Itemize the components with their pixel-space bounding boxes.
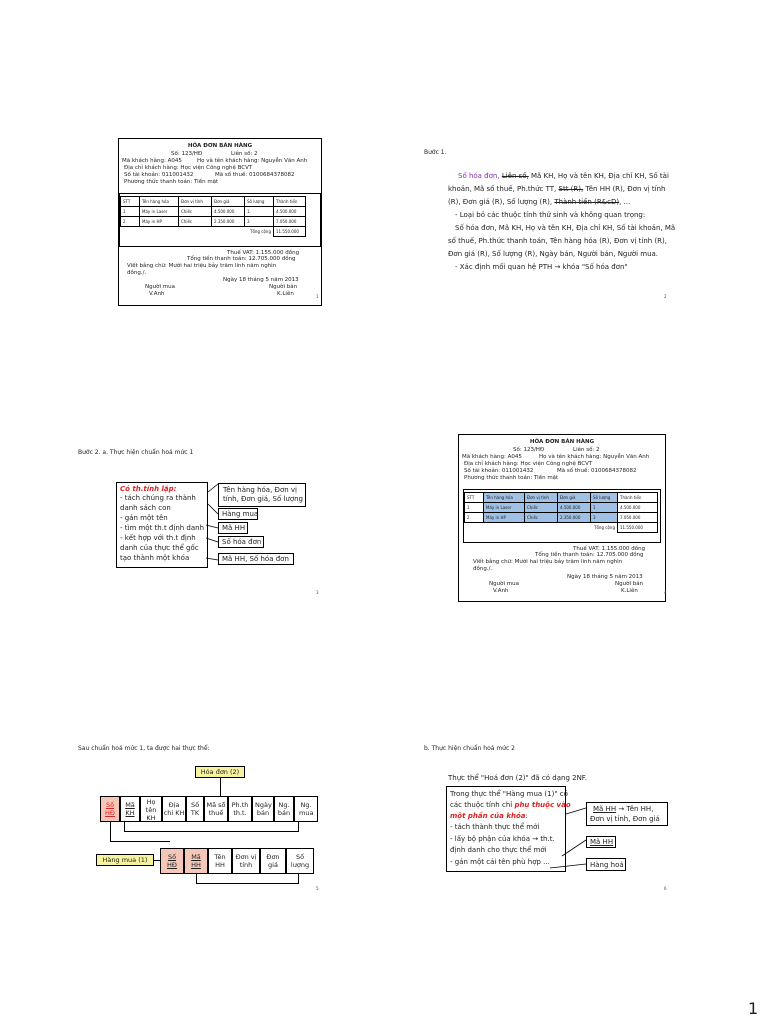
total-label: Tổng cộng xyxy=(465,523,618,533)
cell: 1 xyxy=(245,207,274,217)
invoice-seller-name: K.Liên xyxy=(621,588,638,594)
invoice-payment: Phương thức thanh toán: Tiền mặt xyxy=(124,179,219,185)
attr-don-vi-tinh: Đơn vị tính xyxy=(232,848,260,874)
invoice-payment: Phương thức thanh toán: Tiền mặt xyxy=(464,475,559,481)
text: , ... xyxy=(619,198,631,206)
repeating-attrs xyxy=(218,483,306,507)
th-price: Đơn giá xyxy=(212,197,245,207)
cell: 7.050.000 xyxy=(618,513,658,523)
invoice-table-frame xyxy=(463,489,661,543)
slide-2-line-4: - Loại bỏ các thuộc tính thứ sinh và không quan trọng: xyxy=(455,211,646,219)
invoice-in-words: Viết bằng chữ: Mười hai triệu bảy trăm linh năm nghìn xyxy=(127,263,277,269)
attr-ma-hh: Mã HH xyxy=(184,848,208,874)
cell: Máy in Laser xyxy=(484,503,525,513)
partial-dependency xyxy=(586,802,668,826)
invoice-buyer-label: Người mua xyxy=(489,581,519,587)
attr-don-gia: Đơn giá xyxy=(260,848,286,874)
cell: Chiếc xyxy=(525,503,558,513)
slide-2-line-2 xyxy=(448,185,665,194)
cell: Máy in HP xyxy=(140,217,179,227)
attr-ph-th: Ph.th th.t. xyxy=(228,796,252,822)
cell: 4.500.000 xyxy=(618,503,658,513)
bracket xyxy=(298,822,299,832)
invoice-title: HÓA ĐƠN BÁN HÀNG xyxy=(187,143,253,149)
text-line xyxy=(593,805,653,814)
attr-so-hd: Số HĐ xyxy=(160,848,184,874)
invoice-in-words: Viết bằng chữ: Mười hai triệu bảy trăm linh năm nghìn xyxy=(473,559,623,565)
arrow xyxy=(550,864,586,868)
invoice-seller-name: K.Liên xyxy=(277,291,294,297)
attr-ma-so-thue: Mã số thuế xyxy=(204,796,228,822)
slide-number: 3 xyxy=(316,590,319,595)
new-identifier xyxy=(586,836,616,848)
cell: 1 xyxy=(121,207,140,217)
text: (R), Đơn giá (R), Số lượng (R), xyxy=(448,198,555,206)
text: Mã HH xyxy=(593,805,617,813)
cell: 2 xyxy=(121,217,140,227)
invoice-customer-name: Họ và tên khách hàng: Nguyễn Văn Anh xyxy=(539,454,650,460)
slide-2-line-6: số thuế, Ph.thức thanh toán, Tên hàng hóa (R), Đơn vị tính (R), xyxy=(448,237,667,245)
text: Hàng hoá xyxy=(590,861,624,869)
attr-so-luong: Số lượng xyxy=(286,848,314,874)
th-qty: Số lượng xyxy=(245,197,274,207)
slide-2-line-5: Số hóa đơn, Mã KH, Họ và tên KH, Địa chỉ KH, Số tài khoản, Mã xyxy=(455,224,676,232)
cell: 4.500.000 xyxy=(558,503,591,513)
th-name: Tên hàng hóa xyxy=(484,493,525,503)
cell: 1 xyxy=(591,503,618,513)
text: Số hóa đơn, xyxy=(458,172,502,180)
new-entity-name xyxy=(586,858,626,871)
invoice-vat: Thuế VAT: 1.155.000 đồng xyxy=(573,546,646,552)
slide-number: 2 xyxy=(664,294,667,299)
invoice-grand-total: Tổng tiền thanh toán: 12.705.000 đồng xyxy=(535,552,644,558)
text: Hàng mua xyxy=(222,510,259,518)
th-qty: Số lượng xyxy=(591,493,618,503)
text: khoản, Mã số thuế, Ph.thức TT, xyxy=(448,185,559,193)
bottom-attrs-row xyxy=(160,848,320,874)
invoice-account: Số tài khoản: 011001432 xyxy=(464,468,534,474)
total-label: Tổng cộng xyxy=(121,227,274,237)
text: Thành tiền (R&cD) xyxy=(554,198,620,206)
invoice-buyer-label: Người mua xyxy=(145,284,175,290)
page-number: 1 xyxy=(748,999,759,1018)
invoice-date: Ngày 18 tháng 5 năm 2013 xyxy=(223,277,299,283)
invoice-customer-name: Họ và tên khách hàng: Nguyễn Văn Anh xyxy=(197,158,308,164)
cell: Máy in HP xyxy=(484,513,525,523)
invoice-copy: Liên số: 2 xyxy=(573,447,600,453)
text: Tên HH (R), Đơn vị tính xyxy=(583,185,666,193)
text: Đơn vị tính, Đơn giá xyxy=(590,815,660,823)
text: → Tên HH, xyxy=(616,805,654,813)
text: - tách thành thực thể mới xyxy=(450,823,540,831)
cell: 4.500.000 xyxy=(274,207,306,217)
text: Mã HH, Số hóa đơn xyxy=(222,555,289,563)
left-line: - gán một tên xyxy=(120,514,168,522)
invoice-buyer-name: V.Anh xyxy=(149,291,165,297)
attr-ten-hh: Tên HH xyxy=(208,848,232,874)
top-attrs-row xyxy=(100,796,320,822)
invoice-tax-code: Mã số thuế: 0100684378082 xyxy=(215,172,295,178)
invoice-address: Địa chỉ khách hàng: Học viện Công nghệ BCVT xyxy=(464,461,593,467)
text: Tên hàng hóa, Đơn vị xyxy=(223,486,298,494)
invoice-title: HÓA ĐƠN BÁN HÀNG xyxy=(529,439,595,445)
invoice-address: Địa chỉ khách hàng: Học viện Công nghệ BCVT xyxy=(124,165,253,171)
slide-2-line-7: Đơn giá (R), Số lượng (R), Ngày bán, Người bán, Người mua. xyxy=(448,250,659,258)
left-line: - kết hợp với th.t định xyxy=(120,534,196,542)
slide-2-line-1 xyxy=(458,172,669,181)
attr-so-tk: Số TK xyxy=(186,796,204,822)
bracket xyxy=(298,874,299,884)
attr-ngay-ban: Ngày bán xyxy=(252,796,274,822)
text: một phần của khóa xyxy=(450,812,526,820)
cell: Chiếc xyxy=(179,217,212,227)
attr-so-hd: Số HĐ xyxy=(100,796,120,822)
invoice-number: Số: 123/HĐ xyxy=(513,447,545,453)
bracket xyxy=(196,883,298,884)
slide-3-arrows xyxy=(200,480,230,570)
th-amount: Thành tiền xyxy=(618,493,658,503)
slide-6-arrows xyxy=(540,796,590,876)
slide-6-title: b. Thực hiện chuẩn hoá mức 2 xyxy=(424,745,515,752)
slide-2-line-8: - Xác định mối quan hệ PTH → khóa "Số hóa đơn" xyxy=(455,263,628,271)
bracket xyxy=(124,831,298,832)
entity-hang-mua-1: Hàng mua (1) xyxy=(96,854,154,866)
text: Trong thực thể "Hàng mua (1)" có xyxy=(450,790,568,798)
cell: 2 xyxy=(465,513,484,523)
total-value: 11.550.000 xyxy=(618,523,658,533)
cell: 1 xyxy=(465,503,484,513)
invoice-date: Ngày 18 tháng 5 năm 2013 xyxy=(567,574,643,580)
slide-2-line-3 xyxy=(448,198,630,207)
text: Mã HH xyxy=(222,524,246,532)
invoice-seller-label: Người bán xyxy=(615,581,644,587)
arrow xyxy=(206,538,218,542)
slide-1-invoice xyxy=(118,138,322,306)
left-line: - tách chúng ra thành xyxy=(120,494,196,502)
slide-4-invoice xyxy=(458,434,666,602)
text: : xyxy=(525,812,528,820)
text: - gán một cái tên phù hợp ... xyxy=(450,858,550,866)
cell: 3 xyxy=(591,513,618,523)
attr-ho-ten-kh: Họ tên KH xyxy=(140,796,162,822)
connector xyxy=(220,778,221,796)
text: Mã HH xyxy=(590,838,614,846)
cell: Chiếc xyxy=(179,207,212,217)
invoice-account: Số tài khoản: 011001432 xyxy=(124,172,194,178)
slide-5-title: Sau chuẩn hoá mức 1, ta được hai thực thể: xyxy=(78,745,210,752)
invoice-in-words-2: đồng./. xyxy=(127,270,147,276)
slide-3-title: Bước 2. a. Thực hiện chuẩn hoá mức 1 xyxy=(78,449,194,456)
invoice-customer-code: Mã khách hàng: A045 xyxy=(462,454,522,460)
invoice-copy: Liên số: 2 xyxy=(231,151,258,157)
arrow xyxy=(208,484,218,492)
invoice-table xyxy=(120,196,306,237)
invoice-buyer-name: V.Anh xyxy=(493,588,509,594)
total-value: 11.550.000 xyxy=(274,227,306,237)
bracket xyxy=(110,841,170,842)
arrow xyxy=(562,840,586,856)
invoice-vat: Thuế VAT: 1.155.000 đồng xyxy=(227,250,300,256)
th-unit: Đơn vị tính xyxy=(525,493,558,503)
invoice-in-words-2: đồng./. xyxy=(473,566,493,572)
slide-2-title: Bước 1. xyxy=(424,149,447,156)
attr-ma-kh: Mã KH xyxy=(120,796,140,822)
left-line: danh của thực thể gốc xyxy=(120,544,199,552)
bracket xyxy=(110,822,111,842)
slide-number: 6 xyxy=(664,886,667,891)
cell: Chiếc xyxy=(525,513,558,523)
arrow xyxy=(208,504,218,514)
invoice-customer-code: Mã khách hàng: A045 xyxy=(122,158,182,164)
left-line: danh sách con xyxy=(120,504,171,512)
th-stt: STT xyxy=(121,197,140,207)
slide-6-intro: Thực thể "Hoá đơn (2)" đã có dạng 2NF. xyxy=(448,774,587,782)
arrow xyxy=(206,525,218,528)
th-name: Tên hàng hóa xyxy=(140,197,179,207)
attr-ng-mua: Ng. mua xyxy=(294,796,318,822)
text: các thuộc tính chỉ xyxy=(450,801,515,809)
invoice-table-frame xyxy=(119,193,321,247)
text: - lấy bộ phận của khóa → th.t. xyxy=(450,835,555,843)
left-line: tạo thành một khóa xyxy=(120,554,190,562)
text: tính, Đơn giá, Số lượng xyxy=(223,495,304,503)
arrow xyxy=(566,808,586,814)
th-unit: Đơn vị tính xyxy=(179,197,212,207)
cell: 7.050.000 xyxy=(274,217,306,227)
attr-dia-chi-kh: Địa chỉ KH xyxy=(162,796,186,822)
repeating-attr-title: Có th.tính lặp: xyxy=(120,485,177,493)
invoice-grand-total: Tổng tiền thanh toán: 12.705.000 đồng xyxy=(187,256,296,262)
text: Mã KH, Họ và tên KH, Địa chỉ KH, Số tài xyxy=(528,172,669,180)
text: Số hóa đơn xyxy=(222,538,262,546)
cell: 2.350.000 xyxy=(558,513,591,523)
slide-number: 1 xyxy=(316,294,319,299)
cell: 2.350.000 xyxy=(212,217,245,227)
th-stt: STT xyxy=(465,493,484,503)
repeating-attr-box xyxy=(116,482,208,568)
entity-hoa-don-2: Hóa đơn (2) xyxy=(195,766,245,778)
text: phụ thuộc vào xyxy=(514,801,571,809)
arrow xyxy=(206,558,218,560)
th-amount: Thành tiền xyxy=(274,197,306,207)
th-price: Đơn giá xyxy=(558,493,591,503)
invoice-table-highlighted xyxy=(464,492,658,533)
text-line xyxy=(450,812,528,821)
slide-number: 4 xyxy=(664,590,667,595)
invoice-seller-label: Người bán xyxy=(269,284,298,290)
invoice-tax-code: Mã số thuế: 0100684378082 xyxy=(557,468,637,474)
invoice-number: Số: 123/HĐ xyxy=(171,151,203,157)
slide-number: 5 xyxy=(316,886,319,891)
cell: 4.500.000 xyxy=(212,207,245,217)
text: định danh cho thực thể mới xyxy=(450,846,547,854)
text: Stt (R), xyxy=(558,185,584,193)
cell: 3 xyxy=(245,217,274,227)
text: Liên số, xyxy=(501,172,529,180)
cell: Máy in Laser xyxy=(140,207,179,217)
attr-ng-ban: Ng. bán xyxy=(274,796,294,822)
left-line: - tìm một th.t định danh xyxy=(120,524,205,532)
